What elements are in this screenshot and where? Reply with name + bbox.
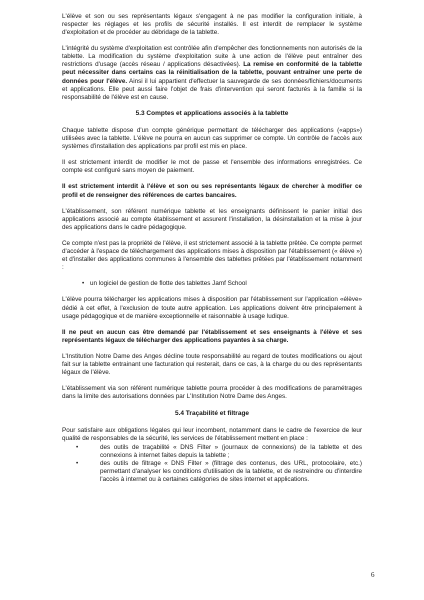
paragraph-legal-obligations: Pour satisfaire aux obligations légales qui leur incombent, notamment dans le cadre de l'exercice de leur qualité de responsables de la sécurité, les services de l'établissement mettent en place : bbox=[62, 426, 362, 442]
paragraph-initial-apps: L'établissement, son référent numérique tablette et les enseignants définissent le panier initial des applications associé au compte établissement et assurent l'installation, la désinstallation et la mise à jour des applications dans le cadre pédagogique. bbox=[62, 207, 362, 231]
integrity-text: L'intégrité du système d'exploitation est contrôlée afin d'empêcher des fonctionnements non autorisés de la tablette. La modification du système d'exploitation suite à une action de l'élève peut entraîner des restrictions d'usage (accès réseau / applications désactivées). bbox=[62, 45, 362, 69]
page-number: 6 bbox=[371, 571, 375, 579]
page-content bbox=[62, 13, 362, 484]
list-item bbox=[62, 460, 362, 484]
paragraph-liability: L'Institution Notre Dame des Anges décline toute responsabilité au regard de toutes modifications ou ajout fait sur la tablette entrainant une facturation qui resterait, dans ce cas, à la charge du ou des représentants légaux de l'élève. bbox=[62, 353, 362, 377]
list-item-text: des outils de filtrage « DNS Filter » (filtrage des contenus, des URL, protocolaire, etc.) permettant d'analyser les conditions d'utilisation de la tablette, et de restreindre ou d'interdire l'accès à internet ou à certaines catégories de sites internet et applications. bbox=[100, 459, 362, 483]
paragraph-integrity bbox=[62, 45, 362, 101]
paragraph-settings-changes: L'établissement via son référent numérique tablette pourra procéder à des modifications de paramétrages dans la limite des autorisations données par L'Institution Notre Dame des Anges. bbox=[62, 385, 362, 401]
bullet-list-software bbox=[82, 280, 362, 288]
bullet-list-tools bbox=[62, 444, 362, 484]
paragraph-download-apps: L'élève pourra télécharger les applications mises à disposition par l'établissement sur l'application «élève» dédié à cet effet, à l'exclusion de toute autre application. Les applications doivent être principalement à usage pédagogique et de manière exceptionnelle et raisonnable à usage ludique. bbox=[62, 296, 362, 320]
integrity-warning-bold: La remise en conformité de la tablette peut nécessiter dans certains cas la réinitialisation de la tablette, pouvant entraîner une perte de données pour l'élève. bbox=[62, 61, 363, 85]
integrity-text-rest: Ainsi il lui appartient d'effectuer la sauvegarde de ses données/fichiers/documents et applications. Elle peut aussi faire l'objet de frais d'intervention qui seront facturés à la famille si la responsabilité de l'élève est en cause. bbox=[62, 77, 362, 101]
paragraph-account-ownership: Ce compte n'est pas la propriété de l'élève, il est strictement associé à la tablette prêtée. Ce compte permet d'accéder à l'espace de téléchargement des applications mises à disposition par l'établissement (« élève ») et d'installer des applications communes à l'ensemble des tablettes prêtées par l'établissement notamment : bbox=[62, 240, 362, 272]
paragraph-generic-account: Chaque tablette dispose d'un compte générique permettant de télécharger des applications («apps») utilisées avec la tablette. L'élève ne pourra en aucun cas supprimer ce compte. Un contrôle de l'accès aux systèmes d'installation des applications par profil est mis en place. bbox=[62, 126, 362, 150]
paragraph-password: Il est strictement interdit de modifier le mot de passe et l'ensemble des informations enregistrées. Ce compte est configuré sans moyen de paiement. bbox=[62, 159, 362, 175]
bullet-dot: • bbox=[76, 443, 79, 451]
section-heading-5-4: 5.4 Traçabilité et filtrage bbox=[174, 409, 250, 417]
paragraph-paid-apps-warning: Il ne peut en aucun cas être demandé par l'établissement et ses enseignants à l'élève et ses représentants légaux de télécharger des applications payantes à sa charge. bbox=[62, 328, 362, 344]
paragraph-profile-warning: Il est strictement interdit à l'élève et son ou ses représentants légaux de chercher à modifier ce profil et de renseigner des références de cartes bancaires. bbox=[62, 183, 362, 199]
section-heading-5-3: 5.3 Comptes et applications associés à la tablette bbox=[135, 109, 289, 117]
list-item-text: des outils de traçabilité « DNS Filter » (journaux de connexions) de la tablette et des connexions à internet faites depuis la tablette ; bbox=[100, 443, 362, 459]
list-item: • un logiciel de gestion de flotte des tablettes Jamf School bbox=[82, 280, 362, 288]
bullet-dot: • bbox=[76, 459, 79, 467]
paragraph-configuration: L'élève et son ou ses représentants légaux s'engagent à ne pas modifier la configuration initiale, à respecter les réglages et les profils de sécurité installés. Il est interdit de remplacer le système d'exploitation et de procéder au débridage de la tablette. bbox=[62, 13, 362, 37]
list-item bbox=[62, 444, 362, 460]
